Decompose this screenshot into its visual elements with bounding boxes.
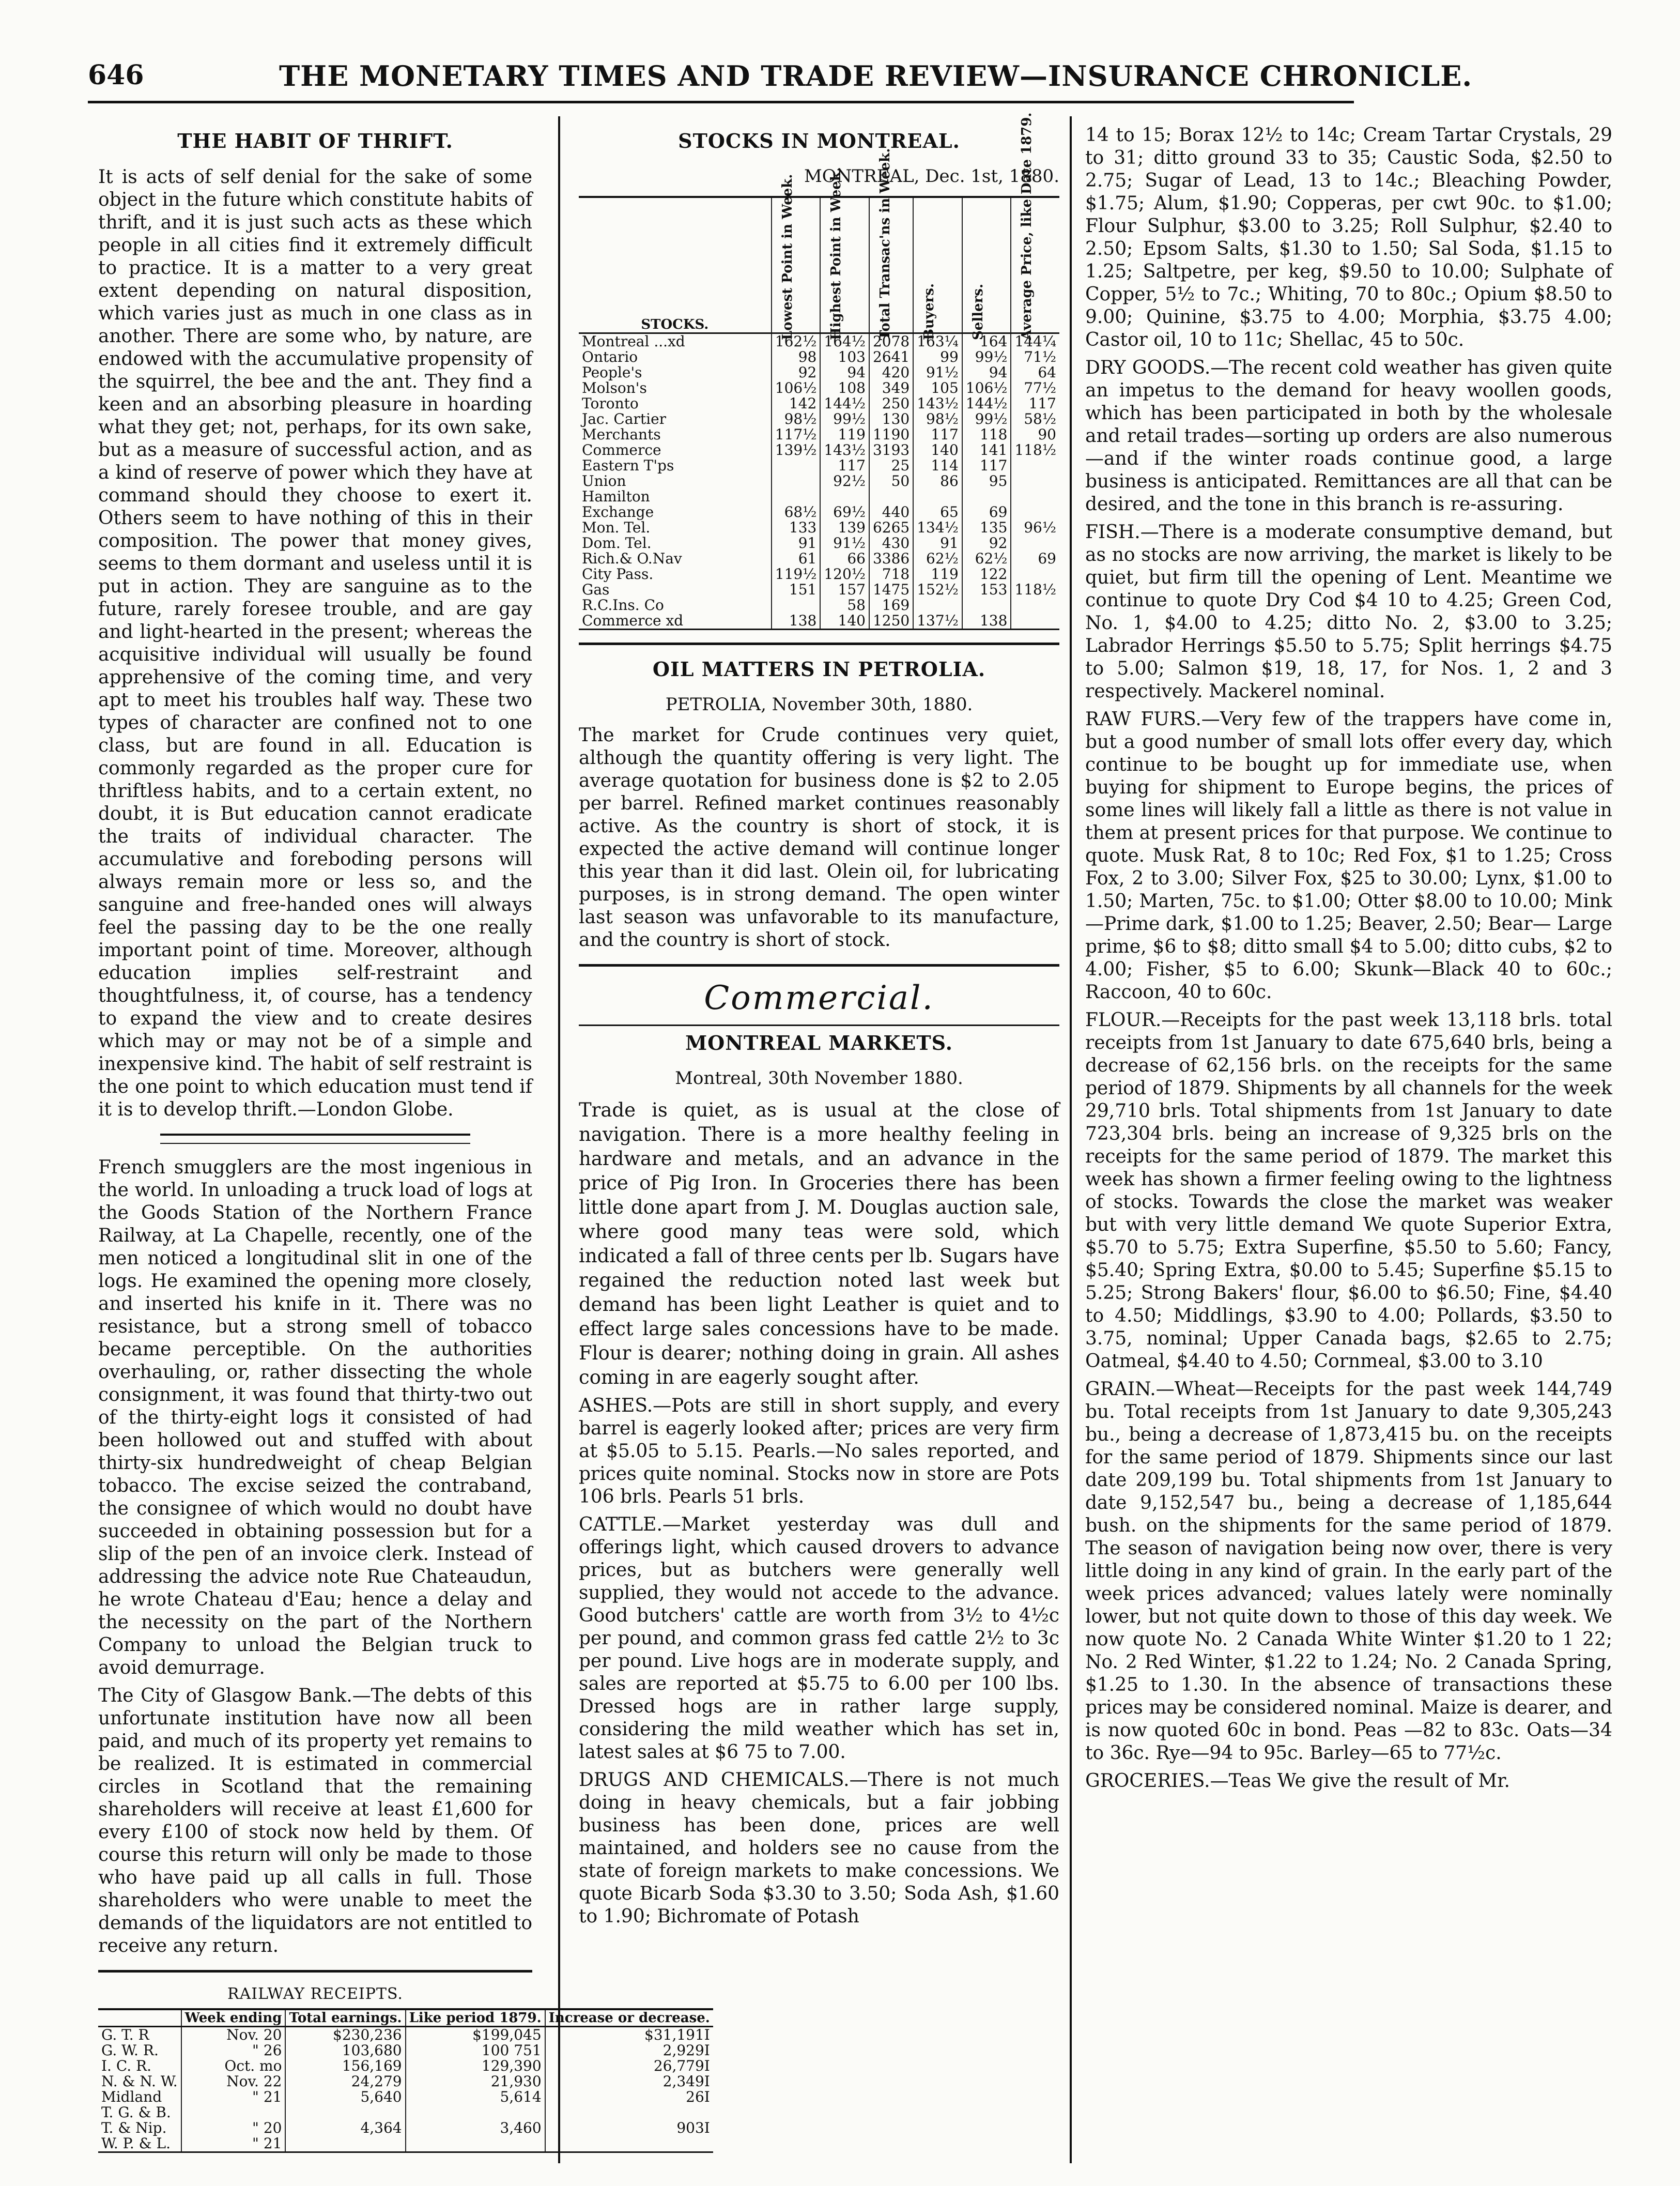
railway-cell: " 21 xyxy=(181,2136,286,2152)
section-rule xyxy=(579,964,1059,967)
railway-cell: W. P. & L. xyxy=(101,2135,171,2152)
stocks-cell: 61 xyxy=(772,551,821,567)
stocks-cell: 140 xyxy=(820,613,869,630)
stocks-cell: 105 xyxy=(913,380,962,396)
stocks-cell: 117 xyxy=(1011,396,1059,411)
stocks-cell xyxy=(772,598,821,613)
railway-cell: 129,390 xyxy=(406,2058,545,2074)
railway-header-cell: Week ending xyxy=(181,2009,286,2027)
stocks-cell: 77½ xyxy=(1011,380,1059,396)
railway-receipts-table xyxy=(98,2008,713,2153)
railway-cell: " 21 xyxy=(181,2089,286,2105)
glasgow-bank-article: The City of Glasgow Bank.—The debts of this unfortunate institution have now all been paid, and much of its property yet remains to be realized. It is estimated in commercial circles in Scotland that the remaining shareholders will receive at least £1,600 for every £100 of stock now held by them. Of course this return will only be made to those who have paid up all calls in full. Those shareholders who were unable to meet the demands of the liquidators are not entitled to receive any return. xyxy=(98,1685,532,1956)
railway-cell: Nov. 20 xyxy=(181,2027,286,2043)
stocks-cell: 143½ xyxy=(820,442,869,458)
stocks-cell: 2078 xyxy=(869,333,913,350)
drugs-paragraph: DRUGS AND CHEMICALS.—There is not much doing in heavy chemicals, but a fair jobbing business has been done, prices are well maintained, and holders see no cause from the state of foreign markets to make concessions. We quote Bicarb Soda $3.30 to 3.50; Soda Ash, $1.60 to 1.90; Bichromate of Potash xyxy=(579,1769,1059,1927)
railway-cell: " 20 xyxy=(181,2120,286,2136)
fish-paragraph: FISH.—There is a moderate consumptive demand, but as no stocks are now arriving, the market is likely to be quiet, but firm till the opening of Lent. Meantime we continue to quote Dry Cod $4 10 to 4.25; Green Cod, No. 1, $4.00 to 4.25; ditto No. 2, $3.00 to 3.25; Labrador Herrings $5.50 to 5.75; Split herrings $4.75 to 5.00; Salmon $19, 18, 17, for Nos. 1, 2 and 3 respectively. Mackerel nominal. xyxy=(1085,522,1612,702)
stocks-header-cell: STOCKS. xyxy=(641,317,709,332)
stocks-cell: 349 xyxy=(869,380,913,396)
groceries-paragraph: GROCERIES.—Teas We give the result of Mr. xyxy=(1085,1770,1510,1792)
dry-goods-paragraph: DRY GOODS.—The recent cold weather has given quite an impetus to the demand for heavy woollen goods, which has been participated in both by the wholesale and retail trades—sorting up orders are also numerous—and if the winter roads continue good, a large business is anticipated. Remittances are all that can be desired, and the tone in this branch is re-assuring. xyxy=(1085,357,1612,515)
stocks-cell: Ontario xyxy=(582,348,638,365)
railway-cell: Midland xyxy=(101,2088,162,2105)
stocks-cell: Gas xyxy=(582,581,610,598)
stocks-cell: 106½ xyxy=(772,380,821,396)
stocks-cell: 162½ xyxy=(772,333,821,350)
railway-cell xyxy=(545,2136,713,2152)
stocks-cell: Rich.& O.Nav xyxy=(582,550,682,567)
railway-header-cell: Total earnings. xyxy=(285,2009,405,2027)
railway-cell: $31,191I xyxy=(545,2027,713,2043)
stocks-cell: 69 xyxy=(1011,551,1059,567)
stocks-row xyxy=(579,505,1059,520)
stocks-cell xyxy=(772,473,821,489)
stocks-row xyxy=(579,396,1059,411)
smugglers-article: French smugglers are the most ingenious in the world. In unloading a truck load of logs at the Goods Station of the Northern France Railway, at La Chapelle, recently, one of the men noticed a longitudinal slit in one of the logs. He examined the opening more closely, and inserted his knife in it. There was no resistance, but a strong smell of tobacco became perceptible. On the authorities overhauling, or, rather dissecting the whole consignment, it was found that thirty-two out of the thirty-eight logs it consisted of had been hollowed out and stuffed with about thirty-six hundredweight of cheap Belgian tobacco. The excise seized the contraband, the consignee of which would no doubt have succeeded in obtaining possession but for a slip of the pen of an invoice clerk. Instead of addressing the advice note Rue Chateaudun, he wrote Chateau d'Eau; hence a delay and the necessity on the part of the Northern Company to unload the Belgian truck to avoid demurrage. xyxy=(98,1157,532,1678)
stocks-row xyxy=(579,551,1059,567)
stocks-cell: 151 xyxy=(772,582,821,598)
stocks-row xyxy=(579,613,1059,630)
stocks-cell: 98 xyxy=(772,349,821,365)
stocks-header-label: Buyers. xyxy=(921,283,937,340)
stocks-cell: 1250 xyxy=(869,613,913,630)
stocks-cell: 99½ xyxy=(820,411,869,427)
ornamental-rule xyxy=(160,1134,470,1144)
railway-row xyxy=(98,2089,713,2105)
stocks-cell: 250 xyxy=(869,396,913,411)
stocks-cell: Merchants xyxy=(582,426,661,443)
stocks-cell: Union xyxy=(582,472,626,490)
stocks-cell: 106½ xyxy=(962,380,1011,396)
thrift-heading: THE HABIT OF THRIFT. xyxy=(177,129,453,152)
stocks-row xyxy=(579,458,1059,473)
stocks-cell: 143½ xyxy=(913,396,962,411)
stocks-cell: Montreal ...xd xyxy=(582,333,685,350)
page-number: 646 xyxy=(88,59,144,91)
stocks-row xyxy=(579,380,1059,396)
railway-cell: Oct. mo xyxy=(181,2058,286,2074)
stocks-cell xyxy=(1011,598,1059,613)
stocks-cell: 103 xyxy=(820,349,869,365)
stocks-cell: 92 xyxy=(772,365,821,380)
stocks-cell: 86 xyxy=(913,473,962,489)
stocks-cell: 66 xyxy=(820,551,869,567)
markets-heading: MONTREAL MARKETS. xyxy=(579,1025,1059,1054)
stocks-cell: 62½ xyxy=(913,551,962,567)
railway-row xyxy=(98,2136,713,2152)
stocks-cell: Hamilton xyxy=(582,488,650,505)
stocks-cell xyxy=(1011,567,1059,582)
stocks-cell xyxy=(1011,473,1059,489)
stocks-cell: 718 xyxy=(869,567,913,582)
stocks-cell: Dom. Tel. xyxy=(582,534,652,552)
stocks-cell xyxy=(772,458,821,473)
markets-intro: Trade is quiet, as is usual at the close of navigation. There is a more healthy feeling in hardware and metals, and an advance in the price of Pig Iron. In Groceries there has been little done apart from J. M. Douglas auction sale, where good many teas were sold, which indicated a fall of three cents per lb. Sugars have regained the reduction noted last week but demand has been light Leather is quiet and to effect large sales concessions have to be made. Flour is dearer; nothing doing in grain. All ashes coming in are eagerly sought after. xyxy=(579,1099,1059,1388)
stocks-cell: 91 xyxy=(772,536,821,551)
stocks-header-cell xyxy=(820,167,869,340)
railway-cell: 3,460 xyxy=(406,2120,545,2136)
stocks-row xyxy=(579,427,1059,442)
railway-cell: $199,045 xyxy=(406,2027,545,2043)
ashes-paragraph: ASHES.—Pots are still in short supply, and every barrel is eagerly looked after; prices are very firm at $5.05 to 5.15. Pearls.—No sales reported, and prices quite nominal. Stocks now in store are Pots 106 brls. Pearls 51 brls. xyxy=(579,1395,1059,1507)
stocks-cell: 25 xyxy=(869,458,913,473)
stocks-cell: 157 xyxy=(820,582,869,598)
railway-cell: 2,929I xyxy=(545,2043,713,2058)
stocks-header-cell xyxy=(1011,112,1059,340)
railway-cell: G. T. R xyxy=(101,2026,149,2043)
stocks-cell: 119 xyxy=(913,567,962,582)
oil-heading: OIL MATTERS IN PETROLIA. xyxy=(652,658,986,681)
stocks-cell: 140 xyxy=(913,442,962,458)
stocks-cell: 117 xyxy=(913,427,962,442)
stocks-cell: 119½ xyxy=(772,567,821,582)
stocks-cell: Eastern T'ps xyxy=(582,457,674,474)
section-rule xyxy=(98,1970,532,1973)
railway-cell: 26I xyxy=(545,2089,713,2105)
stocks-cell: 94 xyxy=(962,365,1011,380)
stocks-cell: 69 xyxy=(962,505,1011,520)
stocks-cell: 71½ xyxy=(1011,349,1059,365)
railway-cell: 156,169 xyxy=(285,2058,405,2074)
stocks-cell xyxy=(1011,536,1059,551)
stocks-cell: 68½ xyxy=(772,505,821,520)
stocks-cell: 135 xyxy=(962,520,1011,536)
stocks-cell: 164½ xyxy=(820,333,869,350)
stocks-cell: Toronto xyxy=(582,395,639,412)
stocks-row xyxy=(579,442,1059,458)
railway-cell: 4,364 xyxy=(285,2120,405,2136)
stocks-heading: STOCKS IN MONTREAL. xyxy=(678,129,960,152)
railway-cell: T. G. & B. xyxy=(101,2104,171,2121)
stocks-cell: 99½ xyxy=(962,411,1011,427)
stocks-cell: 138 xyxy=(962,613,1011,630)
stocks-header-cell xyxy=(913,197,962,340)
railway-cell: 24,279 xyxy=(285,2074,405,2089)
stocks-cell: 134½ xyxy=(913,520,962,536)
raw-furs-paragraph: RAW FURS.—Very few of the trappers have come in, but a good number of small lots offer every day, which continue to be bought up for immediate use, when buying for shipment to Europe begins, the prices of some lines will likely fall a little as there is not value in them at present prices for that purpose. We continue to quote. Musk Rat, 8 to 10c; Red Fox, $1 to 1.25; Cross Fox, 2 to 3.00; Silver Fox, $25 to 30.00; Lynx, $1.00 to 1.50; Marten, 75c. to $1.00; Otter $8.00 to 10.00; Mink—Prime dark, $1.00 to 1.25; Beaver, 2.50; Bear— Large prime, $6 to $8; ditto small $4 to 5.00; ditto cubs, $2 to 4.00; Fisher, $5 to 6.00; Skunk—Black 40 to 60c.; Raccoon, 40 to 60c. xyxy=(1085,709,1612,1003)
stocks-header-label: Lowest Point in Week. xyxy=(779,174,795,340)
stocks-cell: 96½ xyxy=(1011,520,1059,536)
stocks-cell: 92½ xyxy=(820,473,869,489)
railway-row xyxy=(98,2058,713,2074)
stocks-header-cell xyxy=(772,174,821,340)
stocks-cell: 92 xyxy=(962,536,1011,551)
stocks-cell: 141 xyxy=(962,442,1011,458)
stocks-cell xyxy=(1011,613,1059,630)
stocks-row xyxy=(579,349,1059,365)
stocks-row xyxy=(579,520,1059,536)
railway-cell: T. & Nip. xyxy=(101,2119,167,2136)
stocks-cell: R.C.Ins. Co xyxy=(582,597,664,614)
railway-cell: N. & N. W. xyxy=(101,2073,178,2090)
stocks-cell: 144½ xyxy=(820,396,869,411)
stocks-row xyxy=(579,365,1059,380)
stocks-cell: 117 xyxy=(962,458,1011,473)
railway-header-cell: Increase or decrease. xyxy=(545,2009,713,2027)
stocks-header-label: Average Price, like Date 1879. xyxy=(1019,112,1035,340)
stocks-cell: 69½ xyxy=(820,505,869,520)
stocks-cell: 1190 xyxy=(869,427,913,442)
stocks-cell: 94 xyxy=(820,365,869,380)
stocks-cell: 122 xyxy=(962,567,1011,582)
stocks-cell xyxy=(1011,458,1059,473)
flour-paragraph: FLOUR.—Receipts for the past week 13,118 brls. total receipts from 1st January to date 675,640 brls, being a decrease of 62,156 brls. on the receipts for the same period of 1879. Shipments by all channels for the week 29,710 brls. Total shipments from 1st January to date 723,304 brls. being an increase of 9,325 brls on the receipts for the same period of 1879. The market this week has shown a firmer feeling owing to the lightness of stocks. Towards the close the market was weaker but with very little demand We quote Superior Extra, $5.70 to 5.75; Extra Superfine, $5.50 to 5.60; Fancy, $5.40; Spring Extra, $0.00 to 5.45; Superfine $5.15 to 5.25; Strong Bakers' flour, $6.00 to $6.50; Fine, $4.40 to 4.50; Middlings, $3.90 to 4.00; Pollards, $3.50 to 3.75, nominal; Upper Canada bags, $2.65 to 2.75; Oatmeal, $4.40 to 4.50; Cornmeal, $3.00 to 3.10 xyxy=(1085,1010,1612,1372)
stocks-cell: 98½ xyxy=(913,411,962,427)
stocks-cell: 91½ xyxy=(820,536,869,551)
thrift-article: It is acts of self denial for the sake of some object in the future which constitute habits of thrift, and it is just such acts as these which people in all cities find it extremely difficult to practice. It is a matter to a very great extent depending on natural disposition, which varies just as much in one class as in another. There are some who, by nature, are endowed with the accumulative propensity of the squirrel, the bee and the ant. They find a keen and an absorbing pleasure in hoarding what they get; not, perhaps, for its own sake, but as a measure of successful action, and as a kind of reserve of power which they have at command should they choose to exert it. Others seem to have nothing of this in their composition. The power that money gives, seems to them dormant and useless until it is put in action. They are sanguine as to the future, rarely foresee trouble, and are gay and light-hearted in the present; whereas the acquisitive individual will usually be found apprehensive of the coming time, and very apt to meet his troubles half way. These two types of character are confined not to one class, but are found in all. Education is commonly regarded as the proper cure for thriftless habits, and to a certain extent, no doubt, it is But education cannot eradicate the traits of individual character. The accumulative and foreboding persons will always remain more or less so, and the sanguine and free-handed ones will always feel the passing day to be the one really important point of time. Moreover, although education implies self-restraint and thoughtfulness, it, of course, has a tendency to expand the view and to create desires which may or may not be of a simple and inexpensive kind. The habit of self restraint is the one point to which education must tend if it is to develop thrift.—London Globe. xyxy=(98,166,532,1120)
railway-cell xyxy=(406,2136,545,2152)
column-3 xyxy=(1085,124,1612,1798)
stocks-cell xyxy=(913,489,962,505)
stocks-cell xyxy=(820,489,869,505)
stocks-cell: Commerce xd xyxy=(582,612,684,629)
railway-cell: 103,680 xyxy=(285,2043,405,2058)
stocks-cell: 3193 xyxy=(869,442,913,458)
stocks-cell xyxy=(1011,505,1059,520)
commercial-banner: Commercial. xyxy=(704,979,934,1017)
stocks-header-cell xyxy=(869,148,913,340)
column-rule-2 xyxy=(1070,116,1072,2163)
stocks-cell xyxy=(869,489,913,505)
stocks-dateline: MONTREAL, Dec. 1st, 1880. xyxy=(804,166,1059,187)
stocks-cell xyxy=(962,598,1011,613)
stocks-header-label: Sellers. xyxy=(970,283,986,340)
stocks-cell: 117 xyxy=(820,458,869,473)
stocks-cell: 118½ xyxy=(1011,582,1059,598)
railway-row xyxy=(98,2074,713,2089)
stocks-cell: 3386 xyxy=(869,551,913,567)
railway-cell xyxy=(285,2105,405,2120)
stocks-cell xyxy=(962,489,1011,505)
railway-heading: RAILWAY RECEIPTS. xyxy=(227,1985,403,2003)
railway-cell xyxy=(181,2105,286,2120)
stocks-cell: 153 xyxy=(962,582,1011,598)
stocks-cell: 64 xyxy=(1011,365,1059,380)
stocks-header-label: Total Transac'ns in Week. xyxy=(877,148,893,340)
stocks-cell: 58½ xyxy=(1011,411,1059,427)
stocks-cell: 65 xyxy=(913,505,962,520)
stocks-cell: 420 xyxy=(869,365,913,380)
stocks-cell: 142 xyxy=(772,396,821,411)
stocks-cell: 430 xyxy=(869,536,913,551)
railway-header-cell xyxy=(98,2009,181,2027)
column-rule-1 xyxy=(558,116,560,2163)
stocks-cell: 118½ xyxy=(1011,442,1059,458)
stocks-cell: 50 xyxy=(869,473,913,489)
stocks-cell: City Pass. xyxy=(582,565,654,583)
stocks-cell: 91 xyxy=(913,536,962,551)
railway-cell: $230,236 xyxy=(285,2027,405,2043)
stocks-cell: 119 xyxy=(820,427,869,442)
stocks-row xyxy=(579,582,1059,598)
stocks-cell xyxy=(772,489,821,505)
markets-dateline: Montreal, 30th November 1880. xyxy=(675,1068,963,1089)
stocks-cell: 144½ xyxy=(962,396,1011,411)
stocks-cell: 120½ xyxy=(820,567,869,582)
stocks-cell: 2641 xyxy=(869,349,913,365)
stocks-cell: 139 xyxy=(820,520,869,536)
railway-cell xyxy=(285,2136,405,2152)
railway-cell: Nov. 22 xyxy=(181,2074,286,2089)
stocks-cell: 440 xyxy=(869,505,913,520)
stocks-cell xyxy=(913,598,962,613)
stocks-cell: 144¼ xyxy=(1011,333,1059,350)
stocks-cell: 164 xyxy=(962,333,1011,350)
stocks-cell: Commerce xyxy=(582,441,661,458)
stocks-row xyxy=(579,536,1059,551)
railway-header-cell: Like period 1879. xyxy=(406,2009,545,2027)
stocks-cell: 163¼ xyxy=(913,333,962,350)
railway-cell: 21,930 xyxy=(406,2074,545,2089)
railway-cell: 100 751 xyxy=(406,2043,545,2058)
stocks-cell: Jac. Cartier xyxy=(582,410,667,427)
masthead-title: THE MONETARY TIMES AND TRADE REVIEW—INSURANCE CHRONICLE. xyxy=(279,59,1473,93)
stocks-cell: Molson's xyxy=(582,379,647,396)
oil-article: The market for Crude continues very quiet, although the quantity offering is very light. The average quotation for business done is $2 to 2.05 per barrel. Refined market continues reasonably active. As the country is short of stock, it is expected the active demand will continue longer this year than it did last. Olein oil, for lubricating purposes, is in strong demand. The open winter last season was unfavorable to its manufacture, and the country is short of stock. xyxy=(579,725,1059,951)
stocks-cell: 118 xyxy=(962,427,1011,442)
railway-header-row xyxy=(98,2009,713,2027)
stocks-cell: 117½ xyxy=(772,427,821,442)
stocks-cell: 91½ xyxy=(913,365,962,380)
stocks-cell: 139½ xyxy=(772,442,821,458)
stocks-cell: People's xyxy=(582,364,642,381)
grain-paragraph: GRAIN.—Wheat—Receipts for the past week 144,749 bu. Total receipts from 1st January to date 9,305,243 bu., being a decrease of 1,873,415 bu. on the receipts for the same period of 1879. Shipments since our last date 209,199 bu. Total shipments from 1st January to date 9,152,547 bu., being a decrease of 1,185,644 bush. on the shipments for the same period of 1879. The season of navigation being now over, there is very little doing in any kind of grain. In the early part of the week prices advanced; values lately were nominally lower, but not quite down to those of this day week. We now quote No. 2 Canada White Winter $1.20 to 1 22; No. 2 Red Winter, $1.22 to 1.24; No. 2 Canada Spring, $1.25 to 1.30. In the absence of transactions these prices may be considered nominal. Maize is dearer, and is now quoted 60c in bond. Peas —82 to 83c. Oats—34 to 36c. Rye—94 to 95c. Barley—65 to 77½c. xyxy=(1085,1379,1612,1764)
railway-row xyxy=(98,2105,713,2120)
section-rule xyxy=(579,643,1059,645)
stocks-cell: 90 xyxy=(1011,427,1059,442)
railway-row xyxy=(98,2043,713,2058)
stocks-cell: 138 xyxy=(772,613,821,630)
railway-cell: " 26 xyxy=(181,2043,286,2058)
stocks-cell: 137½ xyxy=(913,613,962,630)
stocks-row xyxy=(579,333,1059,350)
railway-cell: I. C. R. xyxy=(101,2057,152,2074)
stocks-cell: 152½ xyxy=(913,582,962,598)
drugs-continued: 14 to 15; Borax 12½ to 14c; Cream Tartar Crystals, 29 to 31; ditto ground 33 to 35; Caustic Soda, $2.50 to 2.75; Sugar of Lead, 13 to 14c.; Bleaching Powder, $1.75; Alum, $1.90; Copperas, per cwt 90c. to $1.00; Flour Sulphur, $3.00 to 3.25; Roll Sulphur, $2.40 to 2.50; Epsom Salts, $1.30 to 1.50; Sal Soda, $1.15 to 1.25; Saltpetre, per keg, $9.50 to 10.00; Sulphate of Copper, 5½ to 7c.; Whiting, 70 to 80c.; Opium $8.50 to 9.00; Quinine, $3.75 to 4.00; Morphia, $3.75 4.00; Castor oil, 10 to 11c; Shellac, 45 to 50c. xyxy=(1085,125,1612,350)
stocks-cell xyxy=(1011,489,1059,505)
cattle-paragraph: CATTLE.—Market yesterday was dull and offerings light, which caused drovers to advance prices, but as butchers were generally well supplied, they would not accede to the advance. Good butchers' cattle are worth from 3½ to 4½c per pound, and common grass fed cattle 2½ to 3c per pound. Live hogs are in moderate supply, and sales are reported at $5.75 to 6.00 per 100 lbs. Dressed hogs are in rather large supply, considering the mild weather which has set in, latest sales at $6 75 to 7.00. xyxy=(579,1514,1059,1763)
railway-cell: 5,640 xyxy=(285,2089,405,2105)
stocks-cell: 133 xyxy=(772,520,821,536)
column-2 xyxy=(579,112,1059,1933)
stocks-row xyxy=(579,489,1059,505)
stocks-cell: 99½ xyxy=(962,349,1011,365)
railway-cell xyxy=(545,2105,713,2120)
stocks-row xyxy=(579,567,1059,582)
stocks-cell: 169 xyxy=(869,598,913,613)
railway-cell: 903I xyxy=(545,2120,713,2136)
stocks-cell: 114 xyxy=(913,458,962,473)
stocks-row xyxy=(579,598,1059,613)
railway-cell xyxy=(406,2105,545,2120)
railway-row xyxy=(98,2027,713,2043)
stocks-cell: Mon. Tel. xyxy=(582,519,651,536)
stocks-cell: 99 xyxy=(913,349,962,365)
stocks-cell: 6265 xyxy=(869,520,913,536)
railway-cell: 26,779I xyxy=(545,2058,713,2074)
stocks-cell: 62½ xyxy=(962,551,1011,567)
stocks-row xyxy=(579,411,1059,427)
stocks-cell: 98½ xyxy=(772,411,821,427)
stocks-cell: 95 xyxy=(962,473,1011,489)
oil-dateline: PETROLIA, November 30th, 1880. xyxy=(665,694,973,715)
stocks-cell: 1475 xyxy=(869,582,913,598)
stocks-cell: 108 xyxy=(820,380,869,396)
stocks-row xyxy=(579,473,1059,489)
stocks-header-cell xyxy=(962,197,1011,340)
stocks-header-row xyxy=(579,197,1059,333)
railway-cell: 2,349I xyxy=(545,2074,713,2089)
stocks-cell: 58 xyxy=(820,598,869,613)
page-header xyxy=(88,59,1473,103)
railway-row xyxy=(98,2120,713,2136)
railway-cell: 5,614 xyxy=(406,2089,545,2105)
stocks-cell: Exchange xyxy=(582,503,654,521)
stocks-cell: 130 xyxy=(869,411,913,427)
railway-cell: G. W. R. xyxy=(101,2042,159,2059)
stocks-header-label: Highest Point in Week. xyxy=(828,167,844,340)
